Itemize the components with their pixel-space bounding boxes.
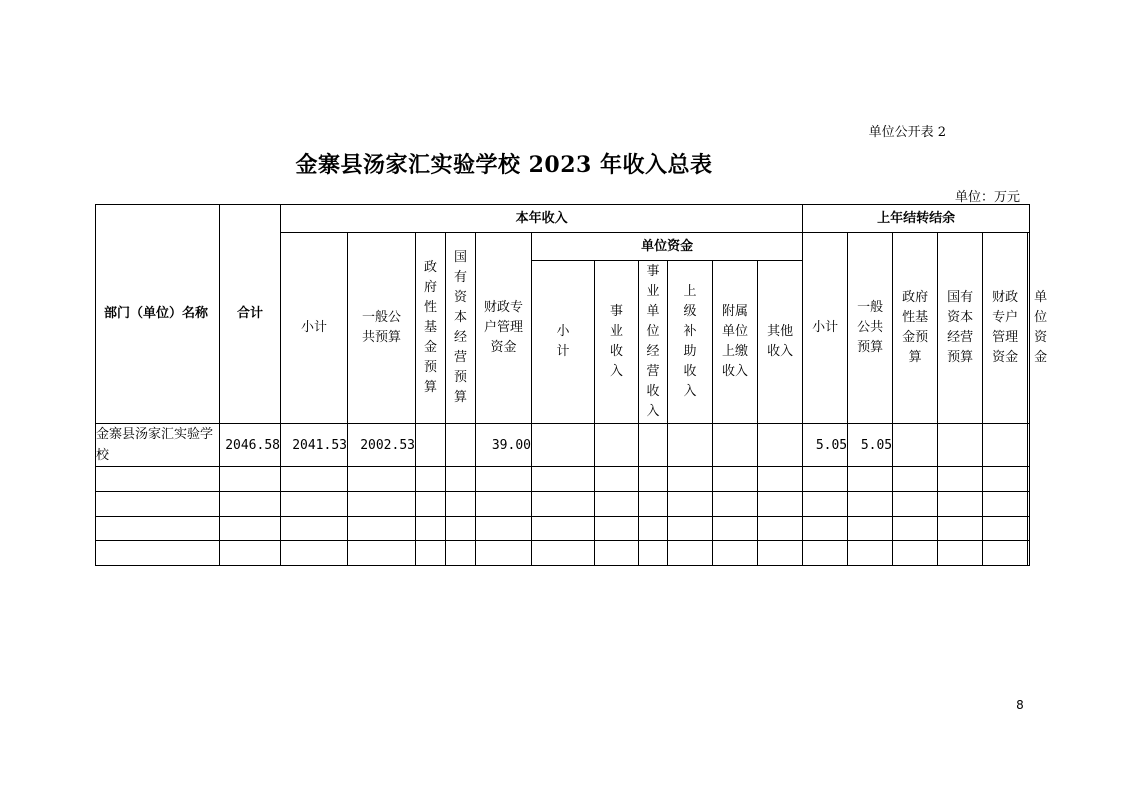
- prior-fiscal-special-header: 财政专户管理资金: [983, 233, 1028, 424]
- prior-gov-fund-cell: [893, 424, 938, 467]
- prior-subtotal-cell: 5.05: [803, 424, 848, 467]
- income-summary-table: [95, 204, 1048, 566]
- table-row: [96, 517, 1030, 541]
- dept-name-cell: 金寨县汤家汇实验学校: [96, 424, 220, 467]
- prior-state-capital-cell: [938, 424, 983, 467]
- table-row: [96, 492, 1030, 517]
- gov-fund-budget-header: 政府性基金预算: [424, 260, 438, 395]
- prior-fiscal-special-cell: [983, 424, 1028, 467]
- fiscal-special-account-header: 财政专户管理资金: [476, 233, 532, 424]
- table-row: [96, 541, 1030, 566]
- prior-state-capital-header: 国有资本经营预算: [938, 233, 983, 424]
- unit-funds-subtotal-cell: [532, 424, 595, 467]
- state-capital-cell: [446, 424, 476, 467]
- affiliated-remittance-cell: [713, 424, 758, 467]
- gov-fund-cell: [416, 424, 446, 467]
- prior-general-budget-header: 一般公共预算: [848, 233, 893, 424]
- form-number: 单位公开表 2: [868, 125, 946, 140]
- other-income-cell: [758, 424, 803, 467]
- superior-subsidy-cell: [668, 424, 713, 467]
- total-header: 合计: [220, 205, 281, 424]
- general-budget-cell: 2002.53: [348, 424, 416, 467]
- document-title: 金寨县汤家汇实验学校 2023 年收入总表: [295, 152, 713, 178]
- prior-general-cell: 5.05: [848, 424, 893, 467]
- unit-funds-header: 单位资金: [532, 233, 803, 261]
- current-year-income-header: 本年收入: [281, 205, 803, 233]
- superior-subsidy-header: 上级补助收入: [683, 284, 697, 399]
- business-income-header: 事业收入: [610, 304, 624, 379]
- affiliated-remittance-header: 附属单位上缴收入: [713, 261, 758, 424]
- page-number: 8: [1016, 698, 1024, 712]
- general-budget-header: 一般公共预算: [348, 233, 416, 424]
- prior-unit-funds-cell: [1028, 424, 1030, 467]
- business-income-cell: [595, 424, 639, 467]
- unit-funds-subtotal-header: 小计: [556, 324, 570, 359]
- current-subtotal-header: 小计: [281, 233, 348, 424]
- unit-label: 单位：万元: [954, 190, 1020, 205]
- total-cell: 2046.58: [220, 424, 281, 467]
- current-subtotal-cell: 2041.53: [281, 424, 348, 467]
- dept-name-header: 部门（单位）名称: [96, 205, 220, 424]
- prior-gov-fund-header: 政府性基金预算: [893, 233, 938, 424]
- state-capital-budget-header: 国有资本经营预算: [454, 250, 468, 405]
- operating-income-header: 事业单位经营收入: [639, 261, 668, 424]
- fiscal-special-cell: 39.00: [476, 424, 532, 467]
- prior-year-carryover-header: 上年结转结余: [803, 205, 1030, 233]
- prior-unit-funds-header: 单位资金: [1028, 233, 1030, 424]
- prior-subtotal-header: 小计: [803, 233, 848, 424]
- operating-income-cell: [639, 424, 668, 467]
- table-row: [96, 467, 1030, 492]
- other-income-header: 其他收入: [758, 261, 803, 424]
- table-row: [96, 424, 1030, 467]
